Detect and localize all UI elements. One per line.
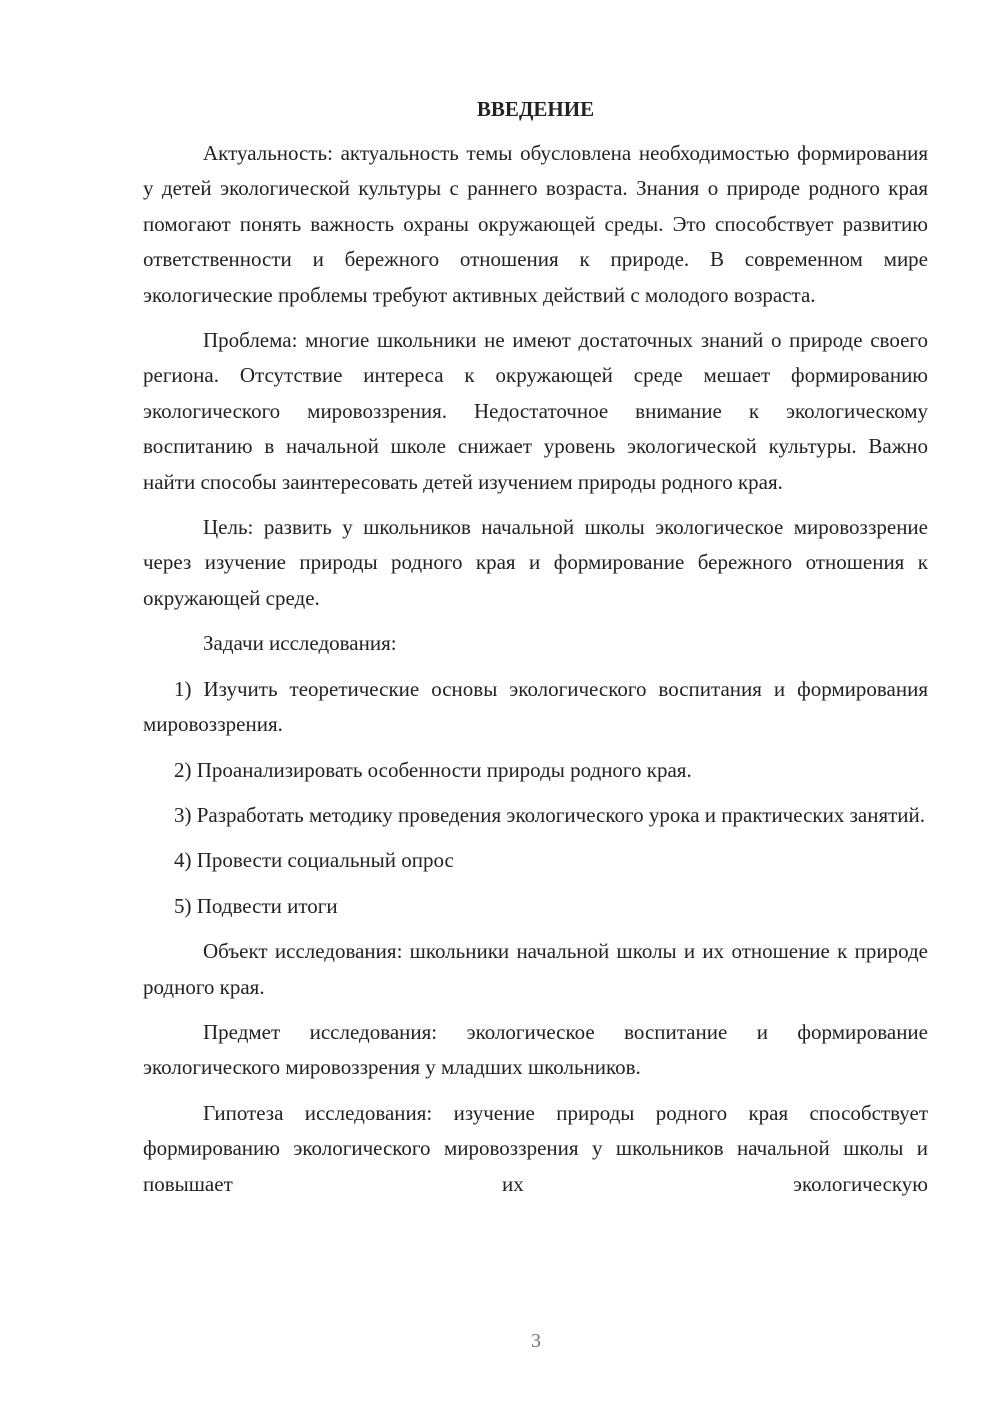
relevance-paragraph: Актуальность: актуальность темы обусловлена необходимостью формирования у детей экологической культуры с раннего возраста. Знания о природе родного края помогают понять важность охраны окружающей среды. Это способствует развитию ответственности и бережного отношения к природе. В современном мире экологические проблемы требуют активных действий с молодого возраста. [143,141,928,307]
section-title: ВВЕДЕНИЕ [476,97,595,121]
goal-paragraph: Цель: развить у школьников начальной школы экологическое мировоззрение через изучение природы родного края и формирование бережного отношения к окружающей среде. [143,515,928,610]
task-item-5: 5) Подвести итоги [174,893,338,918]
task-item-3: 3) Разработать методику проведения экологического урока и практических занятий. [174,802,926,827]
tasks-heading: Задачи исследования: [203,631,397,656]
subject-paragraph: Предмет исследования: экологическое воспитание и формирование экологического мировоззрения у младших школьников. [143,1019,928,1080]
hypothesis-paragraph: Гипотеза исследования: изучение природы родного края способствует формированию экологического мировоззрения у школьников начальной школы и повышает их экологическую [143,1100,928,1196]
object-paragraph: Объект исследования: школьники начальной школы и их отношение к природе родного края. [143,939,928,999]
problem-paragraph: Проблема: многие школьники не имеют достаточных знаний о природе своего региона. Отсутствие интереса к окружающей среде мешает формированию экологического мировоззрения. Недостаточное внимание к экологическому воспитанию в начальной школе снижает уровень экологической культуры. Важно найти способы заинтересовать детей изучением природы родного края. [143,328,928,494]
task-item-2: 2) Проанализировать особенности природы родного края. [174,757,692,782]
page-number: 3 [531,1330,541,1352]
task-item-4: 4) Провести социальный опрос [174,848,454,873]
task-item-1: 1) Изучить теоретические основы экологического воспитания и формирования мировоззрения. [143,676,928,737]
document-page [143,92,928,1212]
